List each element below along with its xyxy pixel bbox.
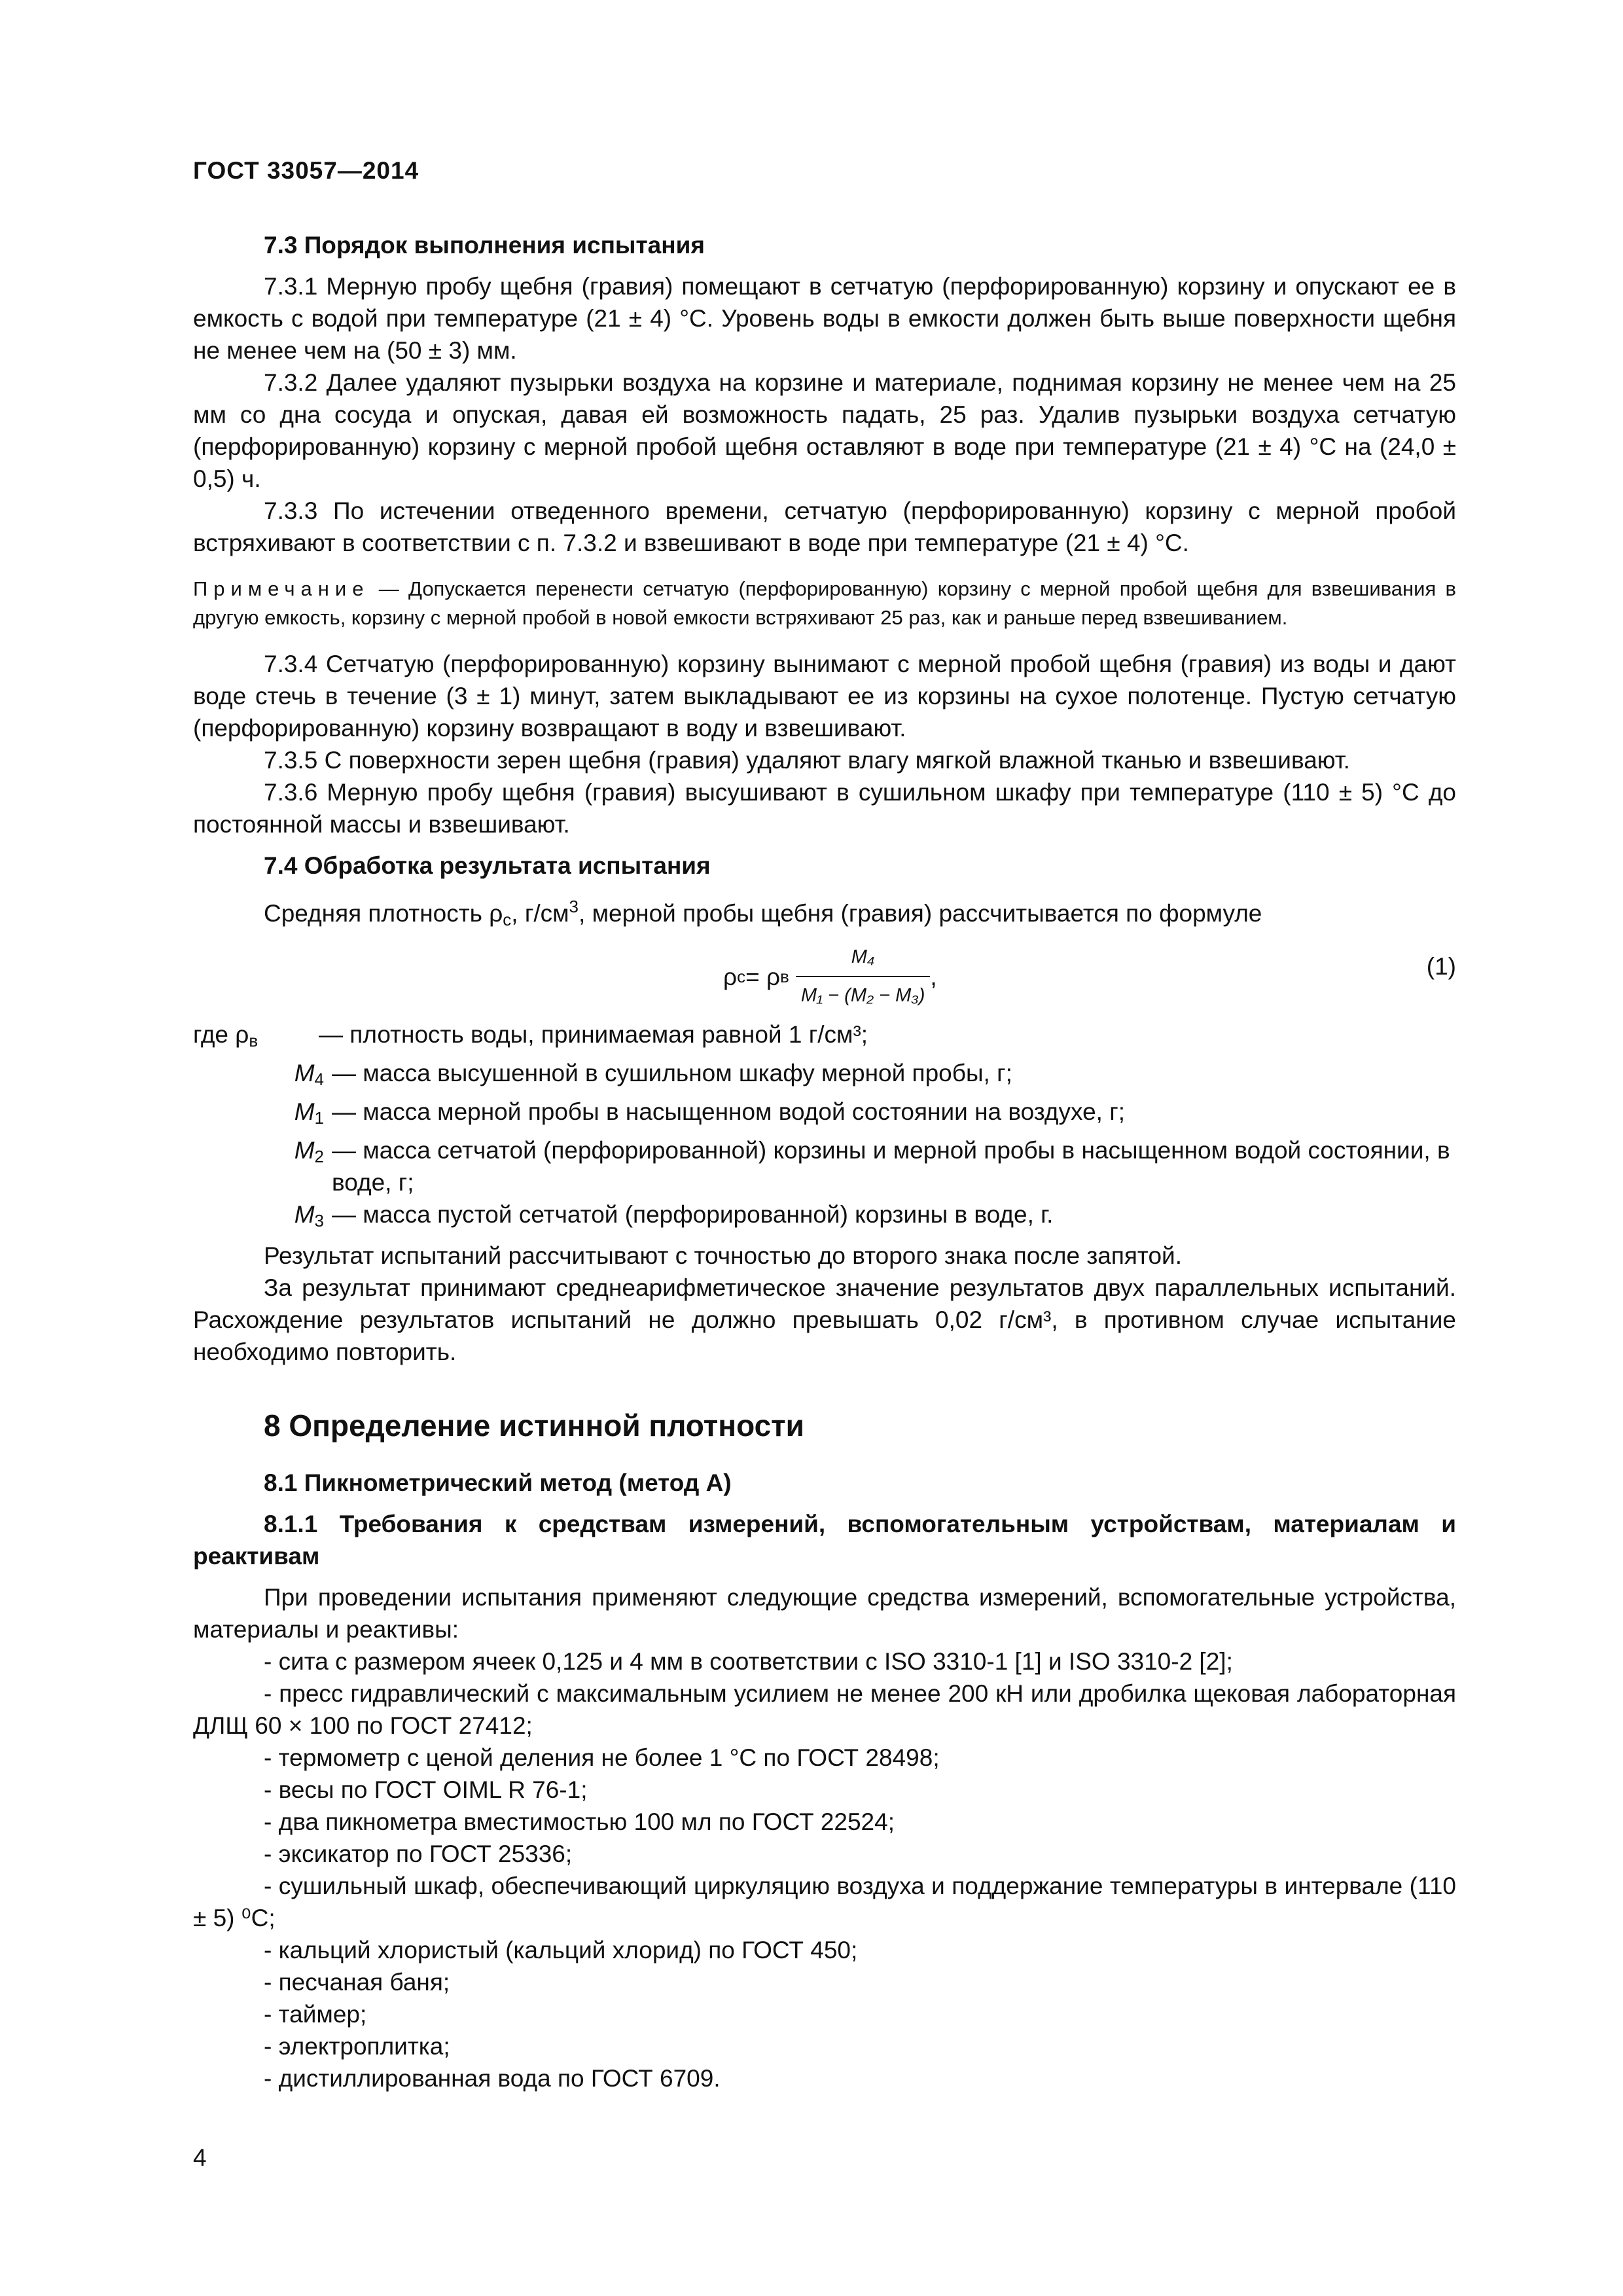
document-body (193, 229, 1456, 2094)
section-8-title: 8 Определение истинной плотности (264, 1408, 804, 1443)
formula-fraction (796, 941, 931, 1012)
note-text: — Допускается перенести сетчатую (перфорированную) корзину с мерной пробой щебня для взвешивания в другую емкость, корзину с мерной пробой в новой емкости встряхивают 25 раз, как и раньше перед взвешиванием. (193, 577, 1456, 629)
paragraph-7-3-2: 7.3.2 Далее удаляют пузырьки воздуха на корзине и материале, поднимая корзину не менее чем на 25 мм со дна сосуда и опуская, давая ей возможность падать, 25 раз. Удалив пузырьки воздуха сетчатую (перфорированную) корзину с мерной пробой щебня оставляют в воде при температуре (21 ± 4) °С на (24,0 ± 0,5) ч. (193, 369, 1456, 492)
result-average: За результат принимают среднеарифметическое значение результатов двух параллельных испытаний. Расхождение результатов испытаний не должно превышать 0,02 г/см³, в противном случае испытание необходимо повторить. (193, 1274, 1456, 1365)
page-number: 4 (193, 2144, 207, 2171)
definition-row: где $\rho_в$ — плотность воды, принимаемая равной 1 г/см³; (193, 1021, 868, 1050)
list-item: - эксикатор по ГОСТ 25336; (264, 1840, 573, 1867)
section-8-1-title: 8.1 Пикнометрический метод (метод А) (264, 1469, 732, 1496)
list-item: - сушильный шкаф, обеспечивающий циркуляцию воздуха и поддержание температуры в интервале (110 ± 5) ⁰С; (193, 1873, 1456, 1931)
definition-row: $M_2$ — масса сетчатой (перфорированной) корзины и мерной пробы в насыщенном водой состоянии, в воде, г; (294, 1137, 1450, 1196)
definition-row: $M_1$ — масса мерной пробы в насыщенном водой состоянии на воздухе, г; (294, 1098, 1126, 1128)
equipment-list (193, 1645, 1456, 2094)
formula-number: (1) (1426, 953, 1456, 980)
list-item: - электроплитка; (264, 2033, 450, 2060)
note-label: Примечание (193, 577, 370, 600)
formula-denominator: M₁ − (M₂ − M₃) (796, 976, 931, 1012)
list-item: - пресс гидравлический с максимальным усилием не менее 200 кН или дробилка щековая лабораторная ДЛЩ 60 × 100 по ГОСТ 27412; (193, 1680, 1456, 1739)
formula-row (193, 941, 1456, 1013)
section-7-3-title: 7.3 Порядок выполнения испытания (264, 232, 705, 259)
paragraph-7-3-4: 7.3.4 Сетчатую (перфорированную) корзину вынимают с мерной пробой щебня (гравия) из воды и дают воде стечь в течение (3 ± 1) минут, затем выкладывают ее из корзины на сухое полотенце. Пустую сетчатую (перфорированную) корзину возвращают в воду и взвешивают. (193, 651, 1456, 742)
definition-row: $M_4$ — масса высушенной в сушильном шкафу мерной пробы, г; (294, 1060, 1012, 1089)
formula-definitions (193, 1018, 1456, 1237)
section-7-4-title: 7.4 Обработка результата испытания (264, 852, 711, 879)
document-header: ГОСТ 33057—2014 (193, 157, 419, 184)
section-8-1-1-title: 8.1.1 Требования к средствам измерений, вспомогательным устройствам, материалам и реактивам (193, 1511, 1456, 1570)
paragraph-7-3-6: 7.3.6 Мерную пробу щебня (гравия) высушивают в сушильном шкафу при температуре (110 ± 5) °С до постоянной массы и взвешивают. (193, 779, 1456, 838)
formula-numerator: M₄ (851, 946, 875, 967)
paragraph-7-3-1: 7.3.1 Мерную пробу щебня (гравия) помещают в сетчатую (перфорированную) корзину и опускают ее в емкость с водой при температуре (21 ± 4) °С. Уровень воды в емкости должен быть выше поверхности щебня не менее чем на (50 ± 3) мм. (193, 273, 1456, 364)
list-item: - таймер; (264, 2001, 367, 2028)
list-item: - песчаная баня; (264, 1969, 450, 1996)
note-block (193, 575, 1456, 632)
paragraph-7-3-5: 7.3.5 С поверхности зерен щебня (гравия) удаляют влагу мягкой влажной тканью и взвешивают. (264, 747, 1350, 774)
list-item: - кальций хлористый (кальций хлорид) по ГОСТ 450; (264, 1937, 858, 1964)
paragraph-7-3-3: 7.3.3 По истечении отведенного времени, сетчатую (перфорированную) корзину с мерной пробой встряхивают в соответствии с п. 7.3.2 и взвешивают в воде при температуре (21 ± 4) °С. (193, 497, 1456, 556)
density-formula: ρ с = ρ в $\frac{\text{M₄}}{\text{M₁ − (M₂ − M₃)}}$ , (723, 941, 937, 1012)
definition-row: $M_3$ — масса пустой сетчатой (перфорированной) корзины в воде, г. (294, 1201, 1054, 1230)
equipment-intro: При проведении испытания применяют следующие средства измерений, вспомогательные устройства, материалы и реактивы: (193, 1584, 1456, 1643)
list-item: - дистиллированная вода по ГОСТ 6709. (264, 2065, 721, 2092)
result-precision: Результат испытаний рассчитывают с точностью до второго знака после запятой. (264, 1242, 1182, 1269)
list-item: - термометр с ценой деления не более 1 °С по ГОСТ 28498; (264, 1744, 940, 1771)
list-item: - весы по ГОСТ OIML R 76-1; (264, 1776, 588, 1803)
list-item: - два пикнометра вместимостью 100 мл по ГОСТ 22524; (264, 1808, 895, 1835)
list-item: - сита с размером ячеек 0,125 и 4 мм в соответствии с ISO 3310-1 [1] и ISO 3310-2 [2]; (264, 1648, 1233, 1675)
formula-intro: Средняя плотность $\rho_с$, $г/см^3$, мерной пробы щебня (гравия) рассчитывается по формуле (264, 897, 1262, 929)
